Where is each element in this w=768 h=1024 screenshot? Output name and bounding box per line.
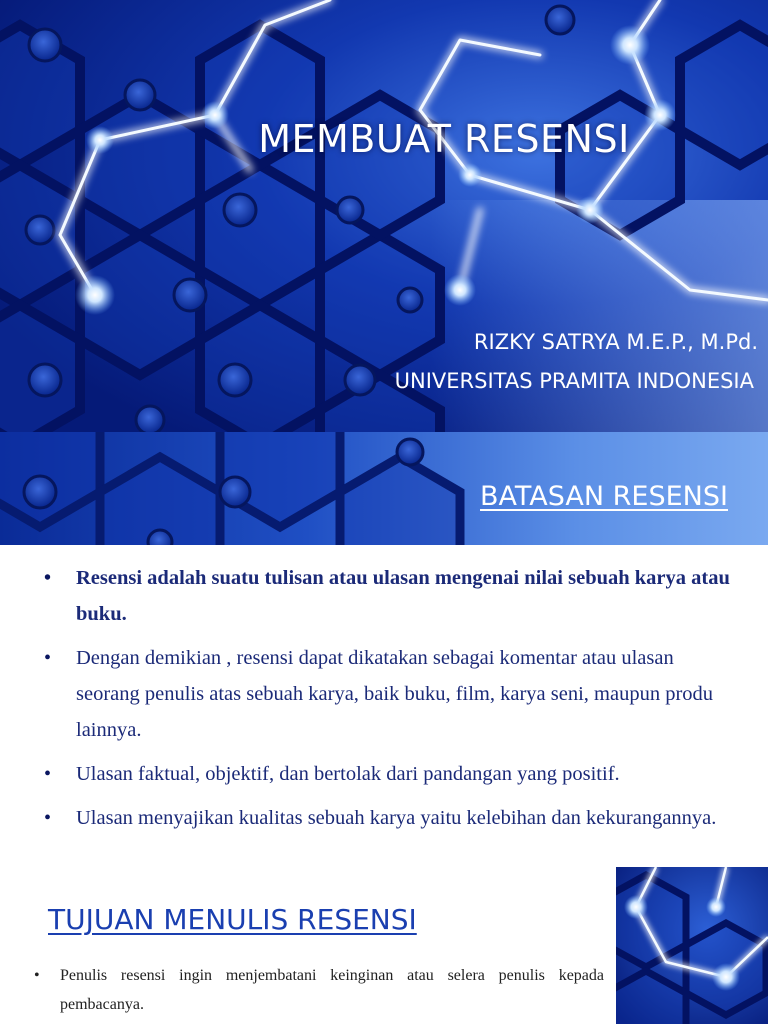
bullet-text: Dengan demikian , resensi dapat dikatakan sebagai komentar atau ulasan seorang penulis atas sebuah karya, baik buku, film, karya seni, maupun produ lainnya. [76,647,714,741]
bullet-icon: • [44,763,52,785]
list-item [44,800,734,836]
institution-name: UNIVERSITAS PRAMITA INDONESIA [394,369,754,393]
list-item [44,560,734,632]
bullet-text: Ulasan menyajikan kualitas sebuah karya yaitu kelebihan dan kekurangannya. [76,807,717,829]
definition-bullet-list [44,560,734,844]
purpose-slide [0,865,768,1024]
bullet-icon: • [44,647,52,669]
definition-slide-body [0,545,768,865]
list-item [44,756,734,792]
bullet-text: Penulis resensi ingin menjembatani keinginan atau selera penulis kepada pembacanya. [60,967,604,1013]
definition-slide-header [0,432,768,545]
bullet-text: Resensi adalah suatu tulisan atau ulasan mengenai nilai sebuah karya atau buku. [76,567,730,625]
bullet-icon: • [44,567,52,589]
hexagon-network-corner [616,867,768,1024]
bullet-icon: • [44,807,52,829]
section-heading-tujuan: TUJUAN MENULIS RESENSI [48,903,417,936]
hexagon-corner-decoration [616,867,768,1024]
bullet-icon: • [34,967,40,984]
bullet-text: Ulasan faktual, objektif, dan bertolak dari pandangan yang positif. [76,763,620,785]
section-heading-batasan: BATASAN RESENSI [480,481,728,512]
author-name: RIZKY SATRYA M.E.P., M.Pd. [473,330,758,354]
list-item [44,640,734,748]
title-slide [0,0,768,432]
list-item [34,961,604,1019]
hexagon-network-background [0,0,768,432]
presentation-title: MEMBUAT RESENSI [258,117,630,161]
